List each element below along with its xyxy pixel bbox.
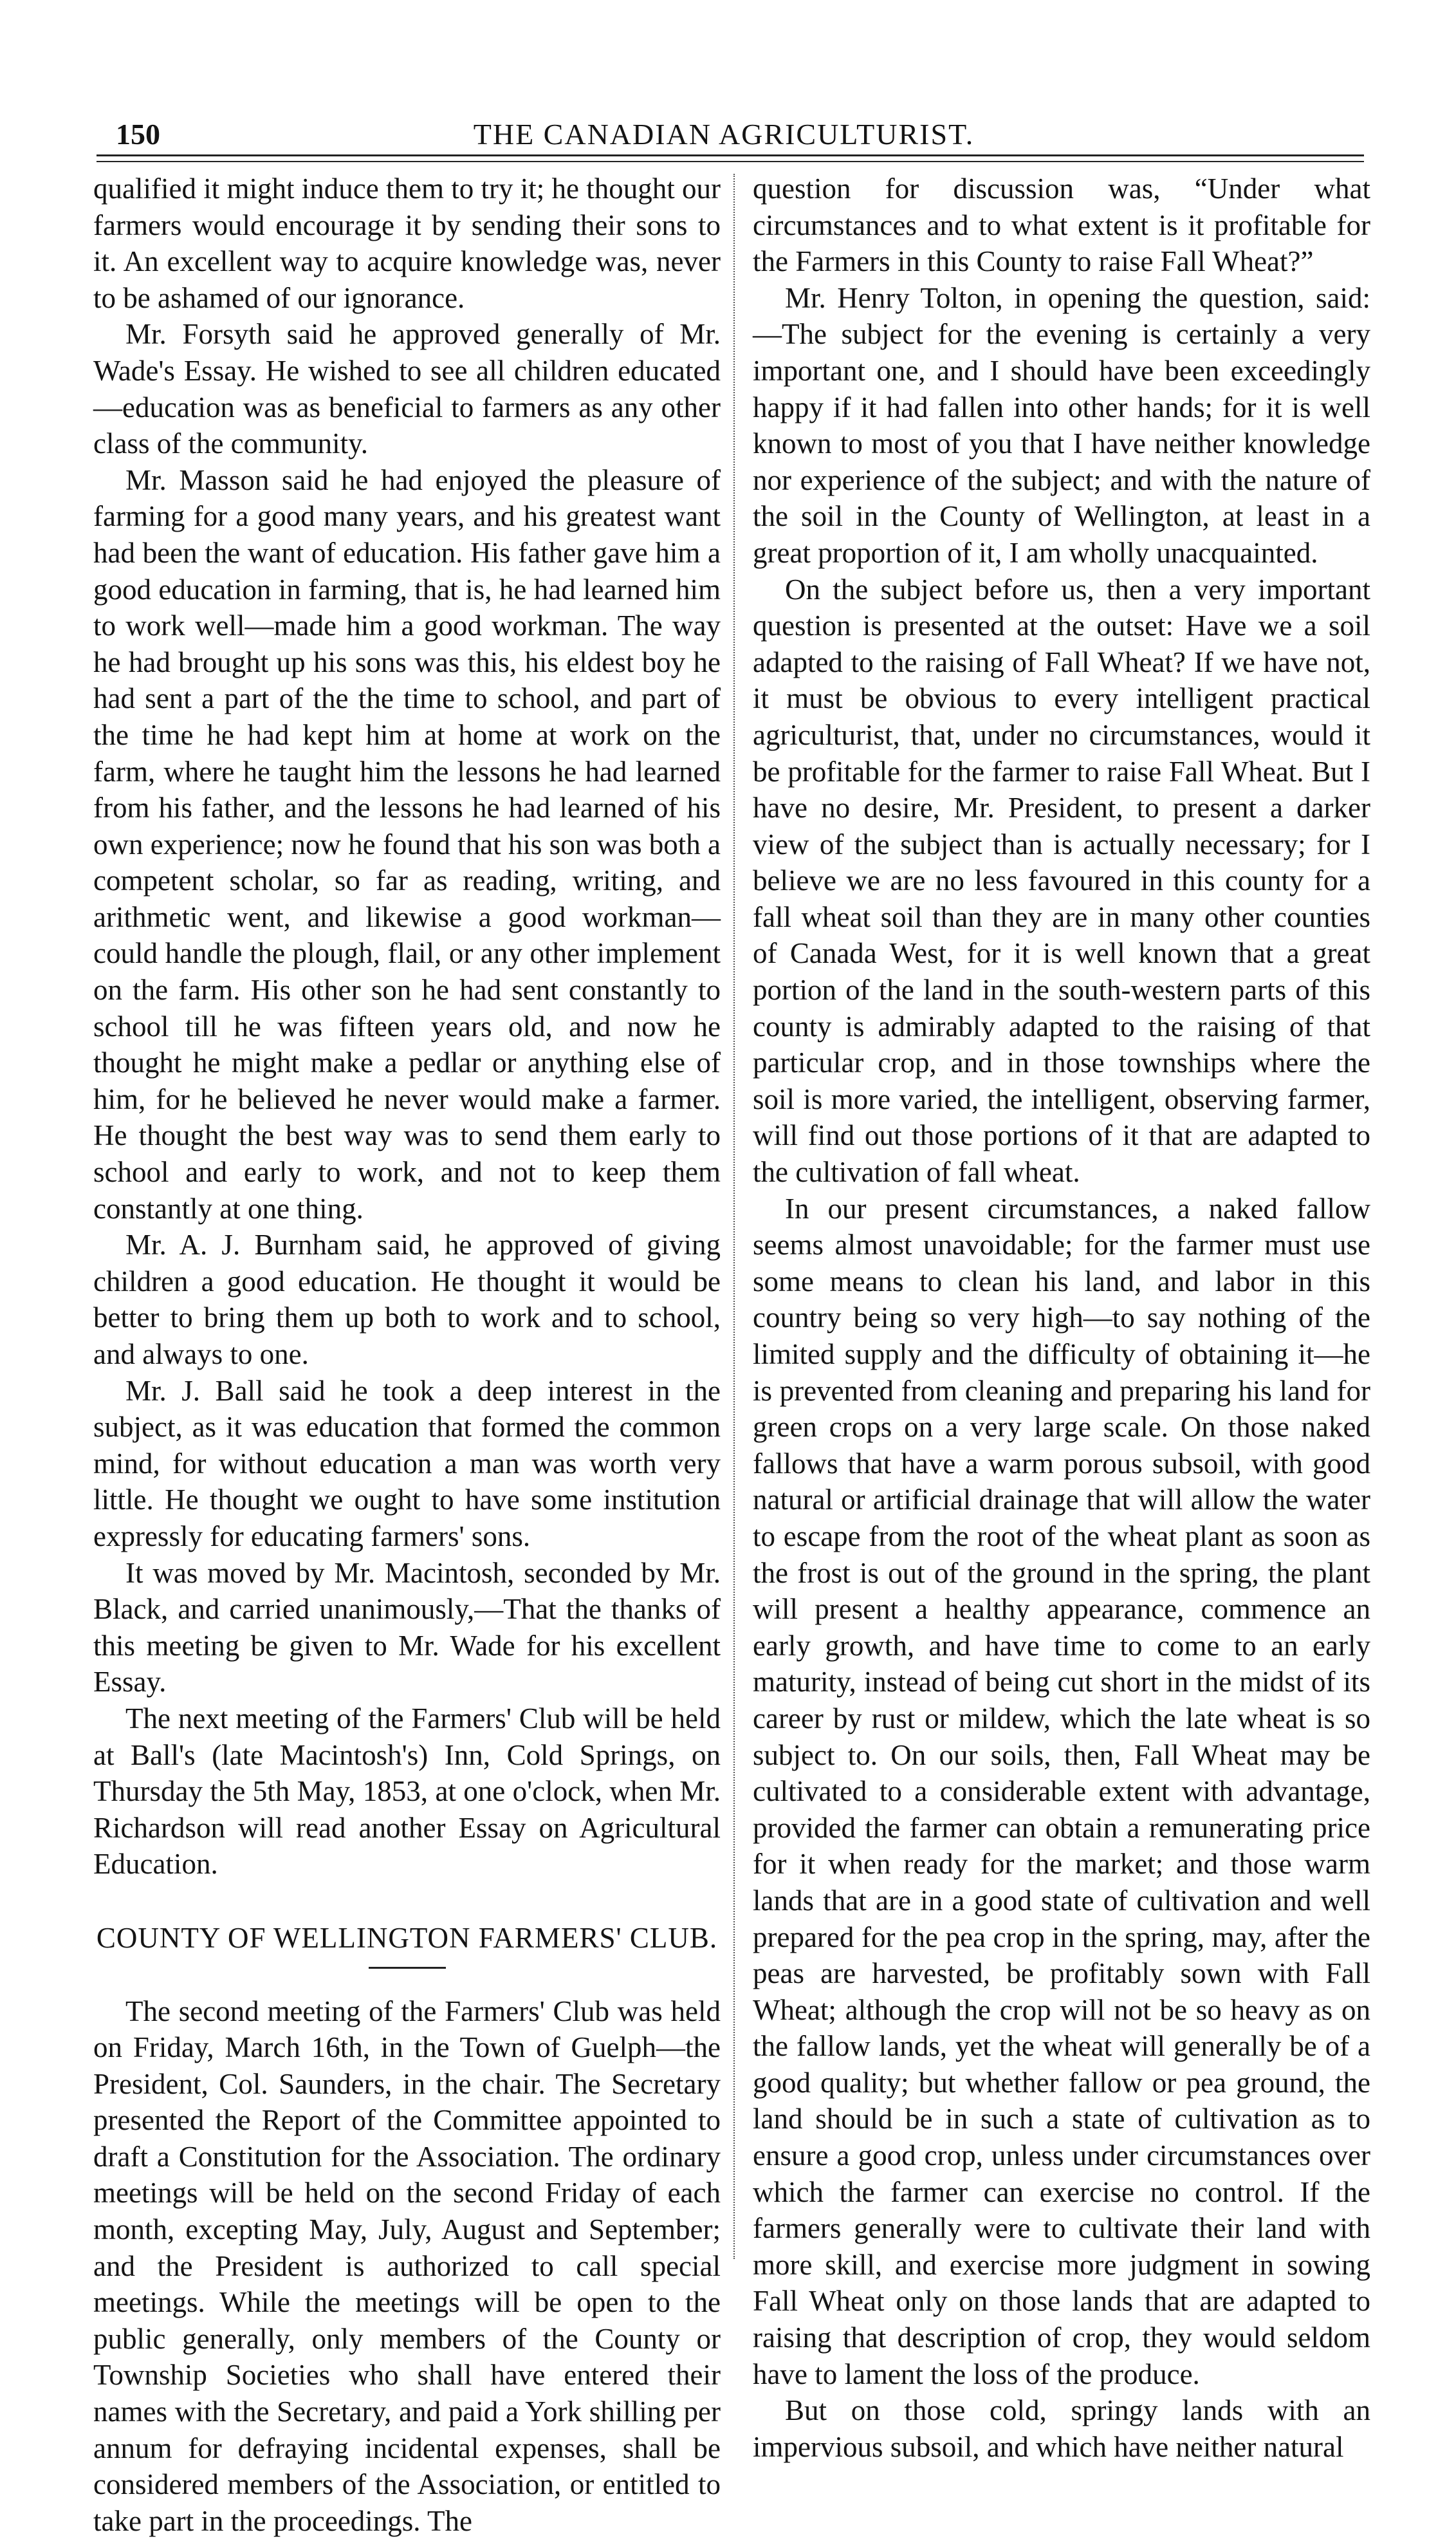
paragraph: But on those cold, springy lands with an impervious subsoil, and which have neither natural (753, 2392, 1370, 2465)
paragraph: It was moved by Mr. Macintosh, seconded by Mr. Black, and carried unanimously,—That the thanks of this meeting be given to Mr. Wade for his excellent Essay. (93, 1555, 721, 1700)
paragraph: Mr. J. Ball said he took a deep interest in the subject, as it was education that formed the common mind, for without education a man was worth very little. He thought we ought to have some institution expressly for educating farmers' sons. (93, 1373, 721, 1555)
running-title: THE CANADIAN AGRICULTURIST. (97, 117, 1351, 151)
paragraph: Mr. Forsyth said he approved generally of Mr. Wade's Essay. He wished to see all children educated—education was as beneficial to farmers as any other class of the community. (93, 316, 721, 461)
paragraph: In our present circumstances, a naked fallow seems almost unavoidable; for the farmer must use some means to clean his land, and labor in this country being so very high—to say nothing of the limited supply and the difficulty of obtaining it—he is prevented from cleaning and preparing his land for green crops on a very large scale. On those naked fallows that have a warm porous subsoil, with good natural or artificial drainage that will allow the water to escape from the root of the wheat plant as soon as the frost is out of the ground in the spring, the plant will present a healthy appearance, commence an early growth, and have time to come to an early maturity, instead of being cut short in the midst of its career by rust or mildew, which the late wheat is so subject to. On our soils, then, Fall Wheat may be cultivated to a considerable extent with advantage, provided the farmer can obtain a remunerating price for it when ready for the market; and those warm lands that are in a good state of cultivation and well prepared for the pea crop in the spring, may, after the peas are harvested, be profitably sown with Fall Wheat; although the crop will not be so heavy as on the fallow lands, yet the wheat will generally be of a good quality; but whether fallow or pea ground, the land should be in such a state of cultivation as to ensure a good crop, unless under circumstances over which the farmer can exercise no control. If the farmers generally were to cultivate their land with more skill, and exercise more judgment in sowing Fall Wheat only on those lands that are adapted to raising that description of crop, they would seldom have to lament the loss of the produce. (753, 1191, 1370, 2393)
paragraph: The next meeting of the Farmers' Club will be held at Ball's (late Macintosh's) Inn, Cold Springs, on Thursday the 5th May, 1853, at one o'clock, when Mr. Richardson will read another Essay on Agricultural Education. (93, 1700, 721, 1883)
section-heading: COUNTY OF WELLINGTON FARMERS' CLUB. (93, 1920, 721, 1957)
column-divider (733, 174, 735, 2259)
page-header (97, 109, 1351, 154)
paragraph: question for discussion was, “Under what circumstances and to what extent is it profitable for the Farmers in this County to raise Fall Wheat?” (753, 171, 1370, 280)
header-rule-bottom (97, 161, 1364, 162)
right-column (753, 171, 1370, 2269)
page-number: 150 (116, 117, 160, 151)
header-rule-top (97, 154, 1364, 156)
paragraph: On the subject before us, then a very important question is presented at the outset: Have we a soil adapted to the raising of Fall Wheat? If we have not, it must be obvious to every intelligent practical agriculturist, that, under no circumstances, would it be profitable for the farmer to raise Fall Wheat. But I have no desire, Mr. President, to present a darker view of the subject than is actually necessary; for I believe we are no less favoured in this county for a fall wheat soil than they are in many other counties of Canada West, for it is well known that a great portion of the land in the south-western parts of this county is admirably adapted to the raising of that particular crop, and in those townships where the soil is more varied, the intelligent, observing farmer, will find out those portions of it that are adapted to the cultivation of fall wheat. (753, 572, 1370, 1191)
paragraph: Mr. A. J. Burnham said, he approved of giving children a good education. He thought it would be better to bring them up both to work and to school, and always to one. (93, 1227, 721, 1372)
paragraph: Mr. Masson said he had enjoyed the pleasure of farming for a good many years, and his greatest want had been the want of education. His father gave him a good education in farming, that is, he had learned him to work well—made him a good workman. The way he had brought up his sons was this, his eldest boy he had sent a part of the the time to school, and part of the time he had kept him at home at work on the farm, where he taught him the lessons he had learned from his father, and the lessons he had learned of his own experience; now he found that his son was both a competent scholar, so far as reading, writing, and arithmetic went, and likewise a good workman—could handle the plough, flail, or any other implement on the farm. His other son he had sent constantly to school till he was fifteen years old, and now he thought he might make a pedlar or anything else of him, for he believed he never would make a farmer. He thought the best way was to send them early to school and early to work, and not to keep them constantly at one thing. (93, 462, 721, 1227)
left-column (93, 171, 721, 2269)
paragraph: qualified it might induce them to try it; he thought our farmers would encourage it by sending their sons to it. An excellent way to acquire knowledge was, never to be ashamed of our ignorance. (93, 171, 721, 316)
paragraph: The second meeting of the Farmers' Club was held on Friday, March 16th, in the Town of Guelph—the President, Col. Saunders, in the chair. The Secretary presented the Report of the Committee appointed to draft a Constitution for the Association. The ordinary meetings will be held on the second Friday of each month, excepting May, July, August and September; and the President is authorized to call special meetings. While the meetings will be open to the public generally, only members of the County or Township Societies who shall have entered their names with the Secretary, and paid a York shilling per annum for defraying incidental expenses, shall be considered members of the Association, or entitled to take part in the proceedings. The (93, 1993, 721, 2539)
section-rule (369, 1967, 446, 1969)
paragraph: Mr. Henry Tolton, in opening the question, said:—The subject for the evening is certainly a very important one, and I should have been exceedingly happy if it had fallen into other hands; for it is well known to most of you that I have neither knowledge nor experience of the subject; and with the nature of the soil in the County of Wellington, at least in a great proportion of it, I am wholly unacquainted. (753, 280, 1370, 572)
